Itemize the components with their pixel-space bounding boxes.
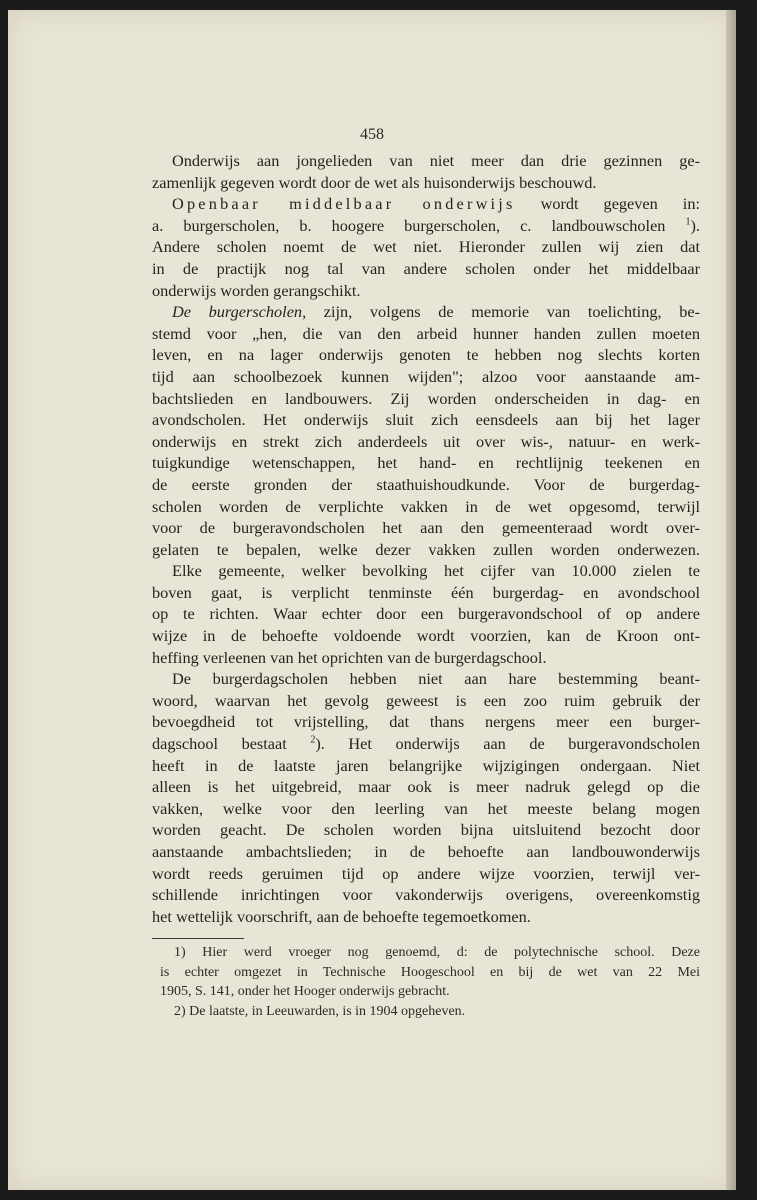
- text-line: stemd voor „hen, die van den arbeid hunner handen zullen moeten: [152, 323, 700, 343]
- text-line: wijze in de behoefte voldoende wordt voorzien, kan de Kroon ont-: [152, 626, 700, 646]
- footnote-line: is echter omgezet in Technische Hoogeschool en bij de wet van 22 Mei: [160, 964, 700, 980]
- text-line: a. burgerscholen, b. hoogere burgerscholen, c. landbouwscholen $^1$).: [152, 215, 700, 235]
- text-line: de eerste gronden der staathuishoudkunde. Voor de burgerdag-: [152, 474, 700, 494]
- text-line: scholen worden de verplichte vakken in de wet opgesomd, terwijl: [152, 496, 700, 516]
- text-line: heeft in de laatste jaren belangrijke wijzigingen ondergaan. Niet: [152, 755, 700, 775]
- text-line: onderwijs en strekt zich anderdeels uit over wis-, natuur- en werk-: [152, 431, 700, 451]
- text-line: schillende inrichtingen voor vakonderwijs overigens, overeenkomstig: [152, 885, 700, 905]
- text-line: alleen is het uitgebreid, maar ook is meer nadruk gelegd op die: [152, 777, 700, 797]
- spaced-heading: Openbaar middelbaar onderwijs: [172, 194, 516, 214]
- text-line: gelaten te bepalen, welke dezer vakken zullen worden onderwezen.: [152, 539, 700, 559]
- text-line: dagschool bestaat $^2$). Het onderwijs aan de burgeravondscholen: [152, 734, 700, 754]
- text-line: voor de burgeravondscholen het aan den gemeenteraad wordt over-: [152, 518, 700, 538]
- footnotes: [160, 943, 700, 1021]
- text-line: op te richten. Waar echter door een burgeravondschool of op andere: [152, 604, 700, 624]
- text-line: De burgerdagscholen hebben niet aan hare bestemming beant-: [172, 669, 700, 689]
- text-line: bevoegdheid tot vrijstelling, dat thans nergens meer een burger-: [152, 712, 700, 732]
- text-line: Openbaar middelbaar onderwijs wordt gegeven in:: [172, 194, 700, 214]
- text-line: leven, en na lager onderwijs genoten te hebben nog slechts korten: [152, 345, 700, 365]
- text-line: avondscholen. Het onderwijs sluit zich eensdeels aan bij het lager: [152, 410, 700, 430]
- footnote-divider: [152, 938, 244, 939]
- text-line: De burgerscholen, zijn, volgens de memorie van toelichting, be-: [172, 302, 700, 322]
- footnote-ref: 1: [685, 216, 691, 228]
- text-line: vakken, welke voor den leerling van het meeste belang mogen: [152, 798, 700, 818]
- footnote-line: 1) Hier werd vroeger nog genoemd, d: de polytechnische school. Deze: [174, 945, 700, 960]
- text-line: wordt reeds geruimen tijd op andere wijze voorzien, terwijl ver-: [152, 863, 700, 883]
- italic-term: De burgerscholen: [172, 302, 303, 322]
- text-line: heffing verleenen van het oprichten van de burgerdagschool.: [152, 647, 547, 667]
- page-edge: [726, 10, 736, 1190]
- text-line: woord, waarvan het gevolg geweest is een zoo ruim gebruik der: [152, 690, 700, 710]
- footnote-ref: 2: [310, 734, 316, 746]
- text-line: tijd aan schoolbezoek kunnen wijden"; alzoo voor aanstaande am-: [152, 366, 700, 386]
- text-line: aanstaande ambachtslieden; in de behoefte aan landbouwonderwijs: [152, 842, 700, 861]
- text-line: in de practijk nog tal van andere scholen onder het middelbaar: [152, 258, 700, 278]
- text-line: onderwijs worden gerangschikt.: [152, 280, 361, 300]
- text-line: bachtslieden en landbouwers. Zij worden onderscheiden in dag- en: [152, 388, 700, 408]
- text-line: worden geacht. De scholen worden bijna uitsluitend bezocht door: [152, 820, 700, 840]
- body-text: [152, 150, 700, 927]
- text-line: zamenlijk gegeven wordt door de wet als huisonderwijs beschouwd.: [152, 172, 597, 192]
- text-line: het wettelijk voorschrift, aan de behoefte tegemoetkomen.: [152, 906, 531, 926]
- text-line: Andere scholen noemt de wet niet. Hieronder zullen wij zien dat: [152, 237, 700, 257]
- footnote-line: 1905, S. 141, onder het Hooger onderwijs gebracht.: [160, 984, 450, 1000]
- text-line: Onderwijs aan jongelieden van niet meer dan drie gezinnen ge-: [172, 151, 700, 170]
- page-number: 458: [360, 126, 384, 143]
- footnote-line: 2) De laatste, in Leeuwarden, is in 1904 opgeheven.: [174, 1003, 466, 1019]
- text-line: boven gaat, is verplicht tenminste één burgerdag- en avondschool: [152, 582, 700, 602]
- text-line: tuigkundige wetenschappen, het hand- en rechtlijnig teekenen en: [152, 453, 700, 473]
- text-line: Elke gemeente, welker bevolking het cijfer van 10.000 zielen te: [172, 561, 700, 581]
